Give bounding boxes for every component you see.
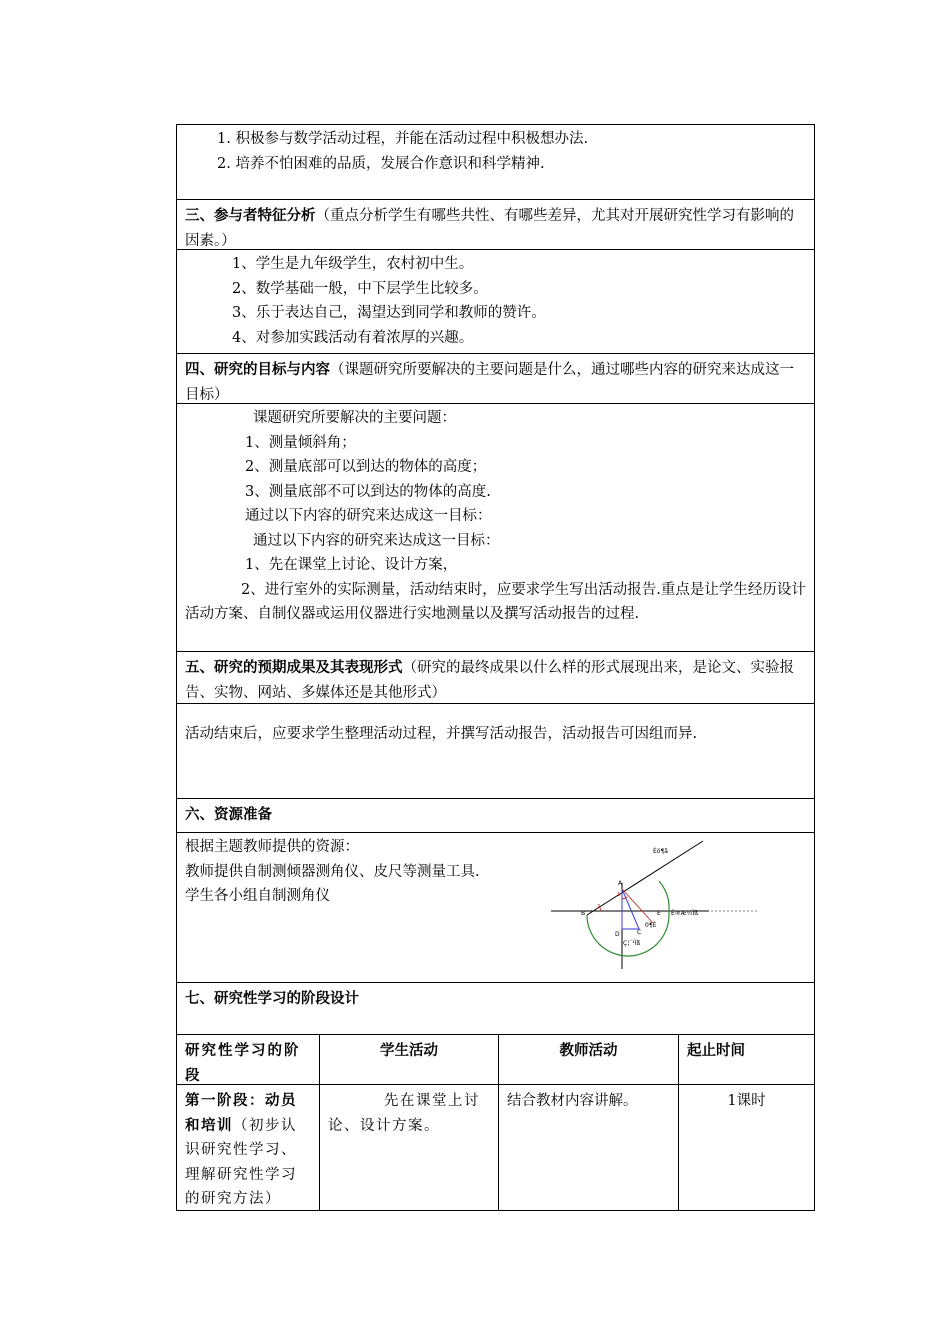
diagram-label: E xyxy=(657,910,661,917)
diagram-label: D xyxy=(615,931,620,938)
header-stage: 研究性学习的阶段 xyxy=(177,1035,320,1084)
section6-content xyxy=(176,833,815,983)
document-table xyxy=(176,124,815,1211)
section4-content xyxy=(176,404,815,652)
section5-text: 活动结束后，应要求学生整理活动过程，并撰写活动报告，活动报告可因组而异. xyxy=(185,726,698,742)
section7-title: 七、研究性学习的阶段设计 xyxy=(185,990,359,1007)
section3-note: （重点分析学生有哪些共性、有哪些差异，尤其对开展研究性学习有影响的因素。） xyxy=(185,208,794,249)
angle-triangle xyxy=(622,889,639,929)
section3-item: 2、数学基础一般，中下层学生比较多。 xyxy=(232,280,488,297)
problem-item: 3、测量底部不可以到达的物体的高度. xyxy=(245,483,491,500)
student-activity-cell: 先在课堂上讨论、设计方案。 xyxy=(320,1085,499,1210)
header-time: 起止时间 xyxy=(687,1042,745,1059)
problem-item: 2、测量底部可以到达的物体的高度； xyxy=(245,459,487,475)
section6-title: 六、资源准备 xyxy=(185,806,272,823)
section4-title: 四、研究的目标与内容 xyxy=(185,361,330,378)
stage-table-header xyxy=(176,1035,815,1085)
section2-item: 1. 积极参与数学活动过程，并能在活动过程中积极想办法. xyxy=(217,131,589,147)
section3-content xyxy=(176,250,815,354)
diagram-label: 1 xyxy=(617,892,621,898)
section5-note: （研究的最终成果以什么样的形式展现出来，是论文、实验报告、实物、网站、多媒体还是其他形式） xyxy=(185,660,794,701)
section4-note: （课题研究所要解决的主要问题是什么，通过哪些内容的研究来达成这一目标） xyxy=(185,362,794,403)
diagram-label: 0¶È xyxy=(645,922,657,929)
time-cell: 1课时 xyxy=(727,1093,766,1109)
diagram-label: A xyxy=(618,880,623,887)
plumb-bob-line xyxy=(622,889,653,923)
diagram-label: B xyxy=(581,910,586,917)
section3-header xyxy=(176,200,815,250)
section3-item: 3、乐于表达自己，渴望达到同学和教师的赞许。 xyxy=(232,305,546,321)
clinometer-diagram xyxy=(549,833,769,973)
diagram-label: 2 xyxy=(597,904,601,910)
resource-line: 根据主题教师提供的资源： xyxy=(185,839,359,855)
header-teacher-activity: 教师活动 xyxy=(499,1035,679,1084)
diagram-label: Èö¶ã xyxy=(653,848,668,855)
diagram-label: C xyxy=(637,929,642,936)
stage-note: （初步认识研究性学习、理解研究性学习的研究方法） xyxy=(185,1117,297,1207)
header-student-activity: 学生活动 xyxy=(320,1035,499,1084)
stage-cell xyxy=(177,1085,320,1210)
section4-header xyxy=(176,354,815,404)
goal-item: 1、先在课堂上讨论、设计方案， xyxy=(245,557,458,573)
problems-intro: 课题研究所要解决的主要问题： xyxy=(253,410,456,426)
section2-item: 2. 培养不怕困难的品质，发展合作意识和科学精神. xyxy=(217,155,545,172)
sight-line xyxy=(587,841,703,915)
resource-line: 学生各小组自制测角仪 xyxy=(185,888,330,904)
section3-item: 4、对参加实践活动有着浓厚的兴趣。 xyxy=(232,329,474,346)
diagram-label: Ë®Æ½Ïß xyxy=(671,910,698,917)
goal-intro: 通过以下内容的研究来达成这一目标： xyxy=(245,508,492,524)
section5-content xyxy=(176,704,815,799)
section3-item: 1、学生是九年级学生，农村初中生。 xyxy=(232,256,474,272)
section5-title: 五、研究的预期成果及其表现形式 xyxy=(185,659,403,676)
section2-content xyxy=(176,124,815,200)
table-row xyxy=(176,1085,815,1211)
section6-header xyxy=(176,799,815,833)
section3-title: 三、参与者特征分析 xyxy=(185,207,316,224)
stage-title: 第一阶段：动员和培训 xyxy=(185,1092,297,1134)
goal-intro: 通过以下内容的研究来达成这一目标： xyxy=(253,532,500,549)
resource-line: 教师提供自制测倾器测角仪、皮尺等测量工具. xyxy=(185,863,480,880)
problem-item: 1、测量倾斜角； xyxy=(245,434,356,451)
goal-item: 2、进行室外的实际测量，活动结束时，应要求学生写出活动报告.重点是让学生经历设计活动方案、自制仪器或运用仪器进行实地测量以及撰写活动报告的过程. xyxy=(185,581,806,622)
section7-header xyxy=(176,983,815,1035)
diagram-label: Ç¦´¹Ïß xyxy=(623,940,641,947)
section5-header xyxy=(176,652,815,704)
teacher-activity-cell: 结合教材内容讲解。 xyxy=(499,1085,679,1210)
